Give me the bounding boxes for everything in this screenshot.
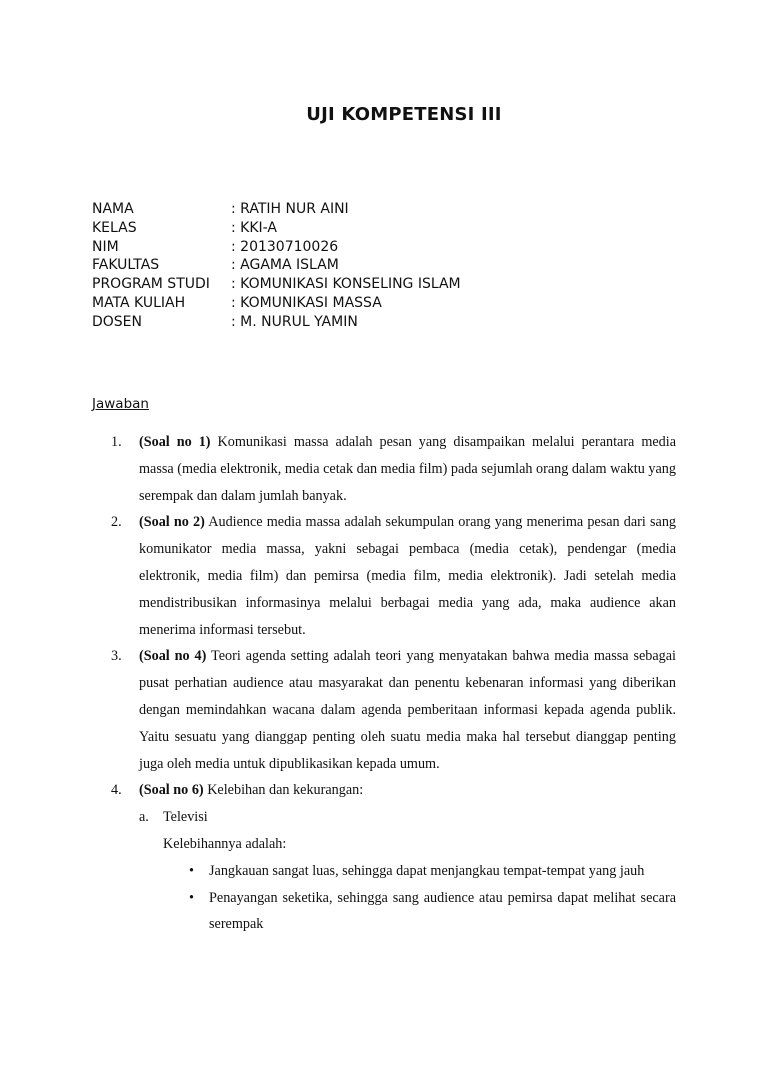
info-value: : RATIH NUR AINI (231, 201, 349, 217)
info-value: : KOMUNIKASI MASSA (231, 294, 382, 311)
info-row-nim (92, 238, 461, 257)
answer-label: (Soal no 6) (139, 782, 204, 799)
info-row-mata-kuliah (92, 294, 461, 313)
info-label: PROGRAM STUDI (92, 276, 210, 293)
answer-item (92, 643, 676, 777)
answer-label: (Soal no 2) (139, 514, 205, 531)
info-label: NIM (92, 238, 119, 255)
info-label: DOSEN (92, 313, 143, 330)
info-row-kelas (92, 219, 461, 238)
sub-item-televisi (139, 804, 676, 831)
bullet-text: Jangkauan sangat luas, sehingga dapat menjangkau tempat-tempat yang jauh (209, 862, 645, 879)
info-row-nama (92, 200, 461, 219)
jawaban-heading: Jawaban (92, 396, 149, 412)
bullet-item (189, 885, 676, 939)
bullet-list (139, 858, 676, 938)
info-value: : 20130710026 (231, 238, 339, 255)
info-value: : KOMUNIKASI KONSELING ISLAM (231, 276, 461, 293)
bullet-icon: • (189, 889, 194, 906)
bullet-item (189, 858, 676, 885)
bullet-text: Penayangan seketika, sehingga sang audience atau pemirsa dapat melihat secara serempak (209, 889, 676, 933)
info-value: : AGAMA ISLAM (231, 257, 339, 274)
sub-item-letter: a. (139, 809, 149, 826)
answer-item (92, 509, 676, 643)
info-row-program-studi (92, 275, 461, 294)
info-label: NAMA (92, 201, 134, 217)
answer-text: Komunikasi massa adalah pesan yang disampaikan melalui perantara media massa (media elektronik, media cetak dan media film) pada sejumlah orang dalam waktu yang serempak dan dalam jumlah banyak. (139, 434, 676, 504)
answers-list (92, 429, 676, 938)
sub-item-subtitle: Kelebihannya adalah: (163, 835, 287, 852)
answer-item (92, 429, 676, 509)
answer-text: Kelebihan dan kekurangan: (203, 782, 364, 799)
answer-text: Audience media massa adalah sekumpulan orang yang menerima pesan dari sang komunikator media massa, yakni sebagai pembaca (media cetak), pendengar (media elektronik, media film) dan pemirsa (media film, media elektronik). Jadi setelah media mendistribusikan informasinya melalui berbagai media yang ada, maka audience akan menerima informasi tersebut. (139, 514, 677, 638)
info-label: KELAS (92, 219, 137, 236)
info-label: FAKULTAS (92, 257, 160, 274)
answer-text: Teori agenda setting adalah teori yang menyatakan bahwa media massa sebagai pusat perhatian audience atau masyarakat dan penentu kebenaran informasi yang diberikan dengan memindahkan wacana dalam agenda pemberitaan informasi kepada agenda publik. Yaitu sesuatu yang dianggap penting oleh suatu media maka hal tersebut dianggap penting juga oleh media untuk dipublikasikan kepada umum. (139, 648, 677, 772)
document-title: UJI KOMPETENSI III (306, 104, 502, 125)
info-row-fakultas (92, 256, 461, 275)
answer-label: (Soal no 4) (139, 648, 207, 665)
info-row-dosen (92, 313, 461, 332)
answer-number: 4. (111, 782, 122, 799)
answer-number: 3. (111, 648, 122, 665)
student-info-block (92, 200, 461, 332)
answer-item (92, 777, 676, 938)
answer-number: 1. (111, 434, 122, 450)
bullet-icon: • (189, 862, 194, 879)
answer-number: 2. (111, 514, 122, 531)
answer-label: (Soal no 1) (139, 434, 211, 450)
sub-item-heading: Televisi (163, 809, 208, 826)
info-value: : KKI-A (231, 219, 277, 236)
info-value: : M. NURUL YAMIN (231, 313, 358, 330)
info-label: MATA KULIAH (92, 294, 186, 311)
